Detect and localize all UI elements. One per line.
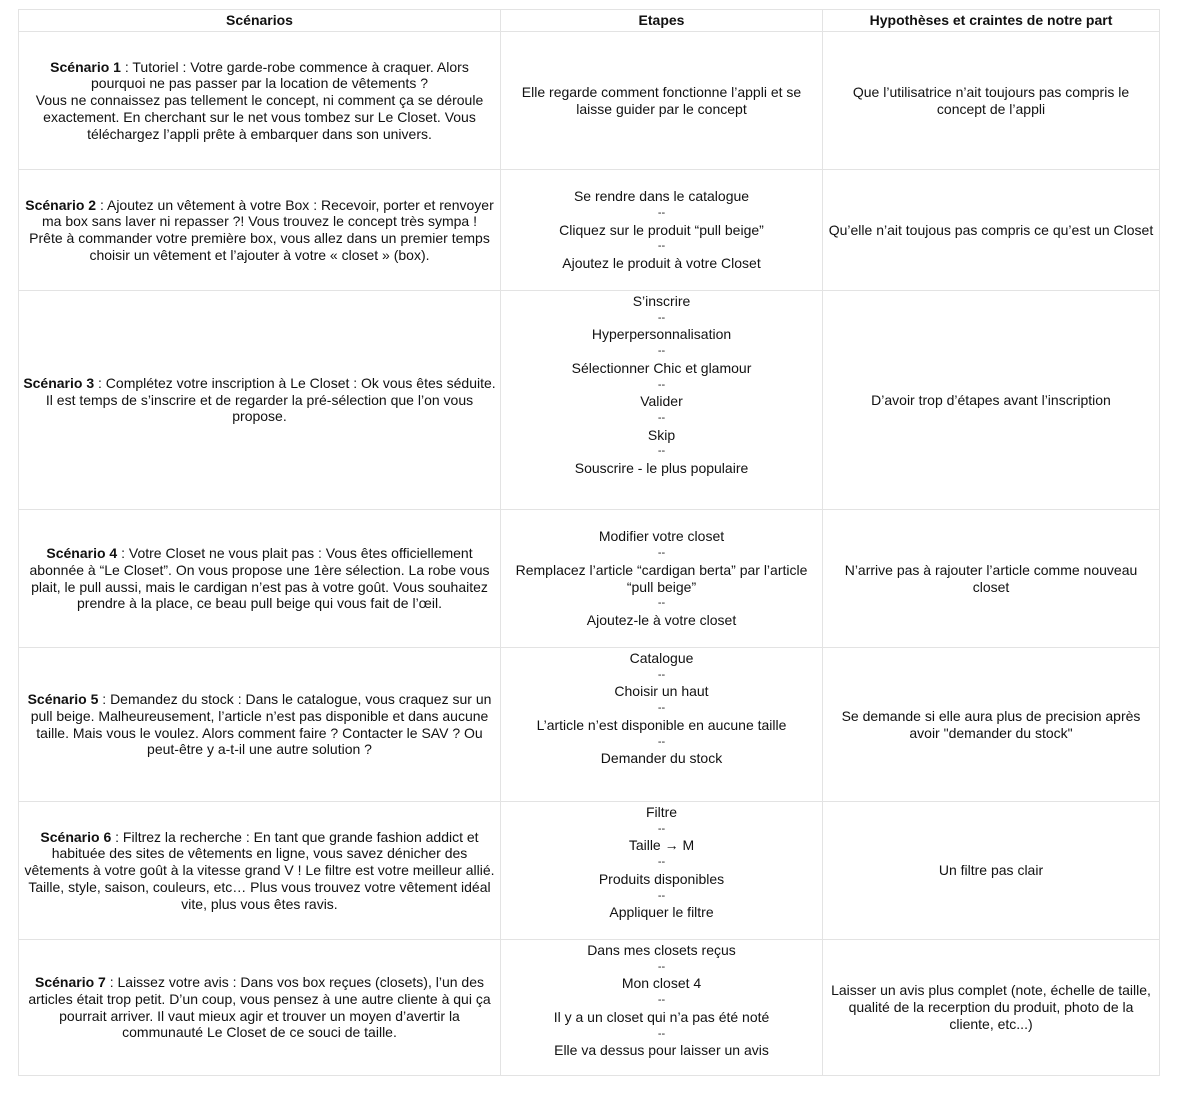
step-item: Filtre (645, 804, 678, 820)
table-row (19, 291, 1160, 510)
scenario-cell (19, 32, 501, 170)
scenarios-table (18, 9, 1160, 1076)
steps-cell (501, 32, 823, 170)
steps-cell (501, 648, 823, 802)
step-item: Elle va dessus pour laisser un avis (554, 1042, 769, 1059)
hypothesis-cell: D’avoir trop d’étapes avant l’inscription (823, 291, 1160, 510)
hypothesis-cell: Que l’utilisatrice n’ait toujours pas compris le concept de l’appli (823, 32, 1160, 170)
scenario-description: : Filtrez la recherche : En tant que grande fashion addict et habituée des sites de vêtements en ligne, vous savez dénicher des vêtements à votre goût à la vitesse grand V ! Le filtre est votre meilleur allié. Taille, style, saison, couleurs, etc… Plus vous trouvez votre vêtement idéal vite, plus vous êtes ravis. (24, 828, 495, 912)
step-separator: -- (657, 1027, 666, 1040)
header-hypotheses: Hypothèses et craintes de notre part (823, 10, 1160, 32)
step-separator: -- (657, 702, 666, 715)
step-separator: -- (657, 994, 666, 1007)
steps-cell (501, 510, 823, 648)
step-separator: -- (657, 311, 666, 324)
scenario-title: Scénario 2 (25, 196, 97, 213)
steps-cell (501, 170, 823, 291)
scenario-description: : Votre Closet ne vous plait pas : Vous êtes officiellement abonnée à “Le Closet”. On vous propose une 1ère sélection. La robe vous plait, le pull aussi, mais le cardigan n’est pas à votre goût. Vous souhaitez prendre à la place, ce beau pull beige qui vous fait de l’œil. (29, 545, 490, 612)
steps-cell (501, 940, 823, 1076)
scenario-description: : Complétez votre inscription à Le Closet : Ok vous êtes séduite. Il est temps de s’inscrire et de regarder la pré-sélection que l’on vous propose. (45, 374, 496, 425)
step-item: Souscrire - le plus populaire (574, 460, 749, 477)
step-item: Ajoutez le produit à votre Closet (562, 255, 761, 272)
scenario-cell (19, 802, 501, 940)
step-item: Hyperpersonnalisation (591, 326, 732, 343)
step-item: Modifier votre closet (598, 528, 725, 545)
scenario-description: : Demandez du stock : Dans le catalogue, vous craquez sur un pull beige. Malheureusement, l’article n’est pas disponible et dans aucune taille. Mais vous le voulez. Alors comment faire ? Contacter le SAV ? Ou peut-être y a-t-il une autre solution ? (30, 691, 492, 758)
steps-cell (501, 291, 823, 510)
step-item: Il y a un closet qui n’a pas été noté (553, 1008, 770, 1025)
table-body (19, 32, 1160, 1076)
step-item: Demander du stock (600, 750, 723, 767)
step-item: Produits disponibles (598, 870, 725, 887)
scenario-title: Scénario 5 (27, 691, 99, 708)
scenario-cell (19, 940, 501, 1076)
step-item: Valider (640, 393, 683, 410)
step-separator: -- (657, 822, 666, 835)
scenario-title: Scénario 3 (23, 374, 95, 391)
hypothesis-cell: Se demande si elle aura plus de precision après avoir "demander du stock" (823, 648, 1160, 802)
header-etapes: Etapes (501, 10, 823, 32)
step-item: Remplacez l’article “cardigan berta” par l’article “pull beige” (515, 561, 808, 595)
scenario-description: : Tutoriel : Votre garde-robe commence à craquer. Alors pourquoi ne pas passer par la location de vêtements ? Vous ne connaissez pas tellement le concept, ni comment ça se déroule exactement. En cherchant sur le net vous tombez sur Le Closet. Vous téléchargez l’appli prête à embarquer dans son univers. (35, 58, 484, 142)
step-item: Mon closet 4 (621, 975, 702, 992)
step-separator: -- (657, 597, 666, 610)
step-separator: -- (657, 345, 666, 358)
step-item: Sélectionner Chic et glamour (571, 359, 752, 376)
scenario-cell (19, 291, 501, 510)
steps-cell (501, 802, 823, 940)
step-separator: -- (657, 547, 666, 560)
step-item: Taille → M (628, 837, 695, 854)
step-item: Ajoutez-le à votre closet (586, 611, 737, 628)
step-separator: -- (657, 960, 666, 973)
step-item: Cliquez sur le produit “pull beige” (559, 221, 764, 238)
hypothesis-cell: Qu’elle n’ait toujous pas compris ce qu’est un Closet (823, 170, 1160, 291)
scenario-cell (19, 170, 501, 291)
header-row (19, 10, 1160, 32)
table-row (19, 802, 1160, 940)
scenario-cell (19, 510, 501, 648)
hypothesis-cell: Un filtre pas clair (823, 802, 1160, 940)
step-separator: -- (657, 735, 666, 748)
step-separator: -- (657, 411, 666, 424)
step-item: Appliquer le filtre (609, 904, 714, 921)
table-row (19, 510, 1160, 648)
hypothesis-cell: N’arrive pas à rajouter l’article comme nouveau closet (823, 510, 1160, 648)
scenario-title: Scénario 6 (40, 828, 112, 845)
step-item: Dans mes closets reçus (587, 942, 736, 958)
table-row (19, 940, 1160, 1076)
step-separator: -- (657, 889, 666, 902)
step-separator: -- (657, 856, 666, 869)
table-row (19, 648, 1160, 802)
scenario-title: Scénario 1 (50, 58, 121, 75)
table-row (19, 32, 1160, 170)
scenario-title: Scénario 7 (35, 974, 106, 991)
step-item: Catalogue (629, 650, 694, 666)
scenario-title: Scénario 4 (46, 545, 118, 562)
step-item: L’article n’est disponible en aucune taille (536, 716, 787, 733)
step-separator: -- (657, 378, 666, 391)
step-separator: -- (657, 445, 666, 458)
step-item: Se rendre dans le catalogue (573, 188, 750, 205)
step-item: Skip (647, 426, 676, 443)
step-separator: -- (657, 668, 666, 681)
step-item: S’inscrire (632, 293, 691, 309)
table-row (19, 170, 1160, 291)
hypothesis-cell: Laisser un avis plus complet (note, échelle de taille, qualité de la recerption du produit, photo de la cliente, etc...) (823, 940, 1160, 1076)
header-scenarios: Scénarios (19, 10, 501, 32)
step-item: Choisir un haut (614, 683, 709, 700)
step-item: Elle regarde comment fonctionne l’appli et se laisse guider par le concept (521, 83, 802, 117)
scenario-description: : Ajoutez un vêtement à votre Box : Recevoir, porter et renvoyer ma box sans laver ni repasser ?! Vous trouvez le concept très sympa ! Prête à commander votre première box, vous allez dans un premier temps choisir un vêtement et l’ajouter à votre « closet » (box). (29, 196, 494, 263)
scenario-cell (19, 648, 501, 802)
scenario-description: : Laissez votre avis : Dans vos box reçues (closets), l’un des articles était trop petit. D’un coup, vous pensez à une autre cliente à qui ça pourrait arriver. Il vaut mieux agir et trouver un moyen d’avertir la communauté Le Closet de ce souci de taille. (28, 974, 491, 1041)
step-separator: -- (657, 206, 666, 219)
step-separator: -- (657, 240, 666, 253)
